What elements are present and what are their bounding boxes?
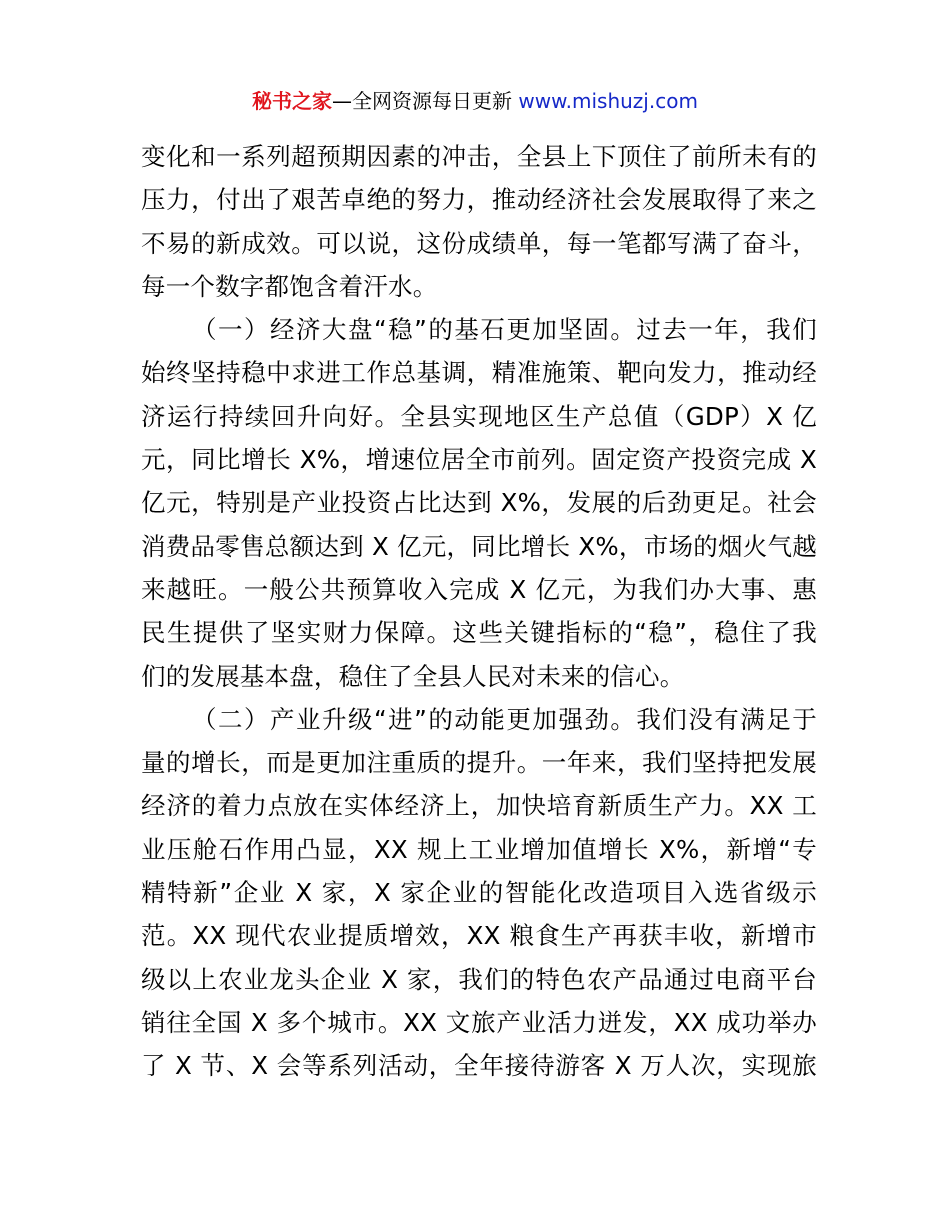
section-heading-line: （一）经济大盘“稳”的基石更加坚固。过去一年，我们 xyxy=(192,315,817,345)
site-tagline: —全网资源每日更新 xyxy=(332,89,519,113)
section-heading-line: （二）产业升级“进”的动能更加强劲。我们没有满足于 xyxy=(192,704,817,734)
text-line: 民生提供了坚实财力保障。这些关键指标的“稳”，稳住了我 xyxy=(141,618,817,648)
text-line: 量的增长，而是更加注重质的提升。一年来，我们坚持把发展 xyxy=(141,748,817,778)
text-line: 范。XX 现代农业提质增效，XX 粮食生产再获丰收，新增市 xyxy=(141,921,817,951)
text-line: 经济的着力点放在实体经济上，加快培育新质生产力。XX 工 xyxy=(141,791,817,821)
text-line: 消费品零售总额达到 X 亿元，同比增长 X%，市场的烟火气越 xyxy=(141,531,817,561)
text-line: 精特新”企业 X 家，X 家企业的智能化改造项目入选省级示 xyxy=(141,878,817,908)
text-line: 始终坚持稳中求进工作总基调，精准施策、靶向发力，推动经 xyxy=(141,358,817,388)
text-line: 变化和一系列超预期因素的冲击，全县上下顶住了前所未有的 xyxy=(141,142,817,171)
text-line: 级以上农业龙头企业 X 家，我们的特色农产品通过电商平台 xyxy=(141,964,817,994)
text-line: 不易的新成效。可以说，这份成绩单，每一笔都写满了奋斗， xyxy=(141,228,817,258)
text-line: 业压舱石作用凸显，XX 规上工业增加值增长 X%，新增“专 xyxy=(141,834,817,864)
text-line: 们的发展基本盘，稳住了全县人民对未来的信心。 xyxy=(141,661,685,691)
document-body xyxy=(141,135,817,1088)
text-line: 销往全国 X 多个城市。XX 文旅产业活力迸发，XX 成功举办 xyxy=(141,1007,817,1037)
text-line: 来越旺。一般公共预算收入完成 X 亿元，为我们办大事、惠 xyxy=(141,574,817,604)
text-line: 压力，付出了艰苦卓绝的努力，推动经济社会发展取得了来之 xyxy=(141,185,817,215)
text-line: 元，同比增长 X%，增速位居全市前列。固定资产投资完成 X xyxy=(141,445,817,475)
site-url-link[interactable]: www.mishuzj.com xyxy=(518,89,698,113)
text-line: 了 X 节、X 会等系列活动，全年接待游客 X 万人次，实现旅 xyxy=(141,1051,817,1081)
text-line: 亿元，特别是产业投资占比达到 X%，发展的后劲更足。社会 xyxy=(141,488,817,518)
site-header xyxy=(0,86,950,116)
text-line: 济运行持续回升向好。全县实现地区生产总值（GDP）X 亿 xyxy=(141,401,817,431)
text-line: 每一个数字都饱含着汗水。 xyxy=(141,271,438,301)
site-brand: 秘书之家 xyxy=(252,89,333,113)
